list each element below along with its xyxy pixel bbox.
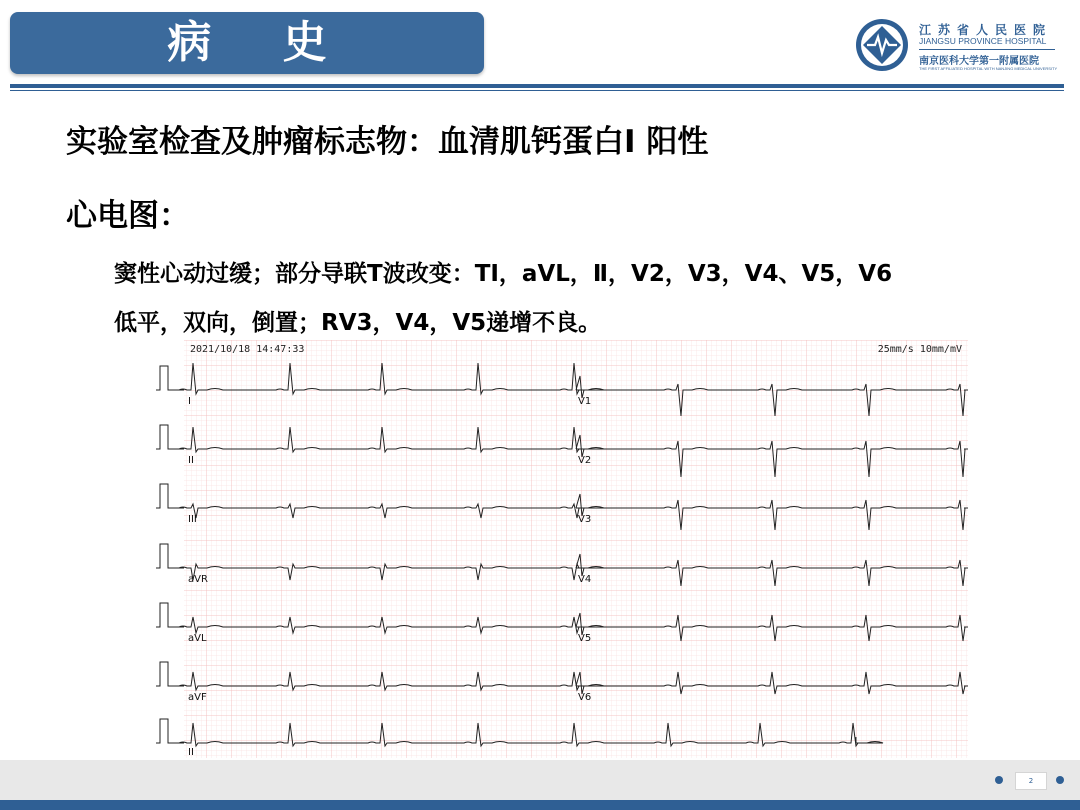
- header-divider-thin: [10, 90, 1064, 91]
- lead-label-V1: V1: [578, 396, 592, 407]
- lab-result-line: 实验室检查及肿瘤标志物：血清肌钙蛋白Ⅰ 阳性: [66, 124, 709, 160]
- footer-dot-left: [995, 776, 1003, 784]
- ecg-description-line2: 低平，双向，倒置；RV3，V4，V5递增不良。: [114, 310, 602, 336]
- hospital-logo: [855, 18, 1065, 74]
- logo-name-en: JIANGSU PROVINCE HOSPITAL: [919, 36, 1047, 46]
- ecg-timestamp: 2021/10/18 14:47:33: [190, 344, 305, 355]
- lead-label-V2: V2: [578, 455, 592, 466]
- footer-band: [0, 760, 1080, 800]
- logo-sub-en: THE FIRST AFFILIATED HOSPITAL WITH NANJING MEDICAL UNIVERSITY: [919, 66, 1058, 71]
- ecg-description-line1: 窦性心动过缓；部分导联T波改变：TI，aVL，Ⅱ，V2，V3，V4、V5，V6: [114, 261, 893, 287]
- lead-label-V5: V5: [578, 633, 592, 644]
- footer-bar: [0, 800, 1080, 810]
- lead-label-III: III: [188, 514, 197, 525]
- hospital-emblem-icon: [855, 18, 909, 72]
- logo-divider: [919, 49, 1055, 50]
- footer-dot-right: [1056, 776, 1064, 784]
- ecg-tracing: [156, 340, 968, 758]
- header-divider: [10, 84, 1064, 88]
- ecg-settings: 25mm/s 10mm/mV: [877, 344, 962, 355]
- lead-label-V3: V3: [578, 514, 592, 525]
- lead-label-aVL: aVL: [188, 633, 207, 644]
- lead-label-II: II: [188, 455, 194, 466]
- lead-label-rhythm: II: [188, 747, 194, 758]
- logo-name-cn: 江苏省人民医院: [919, 23, 1053, 37]
- lead-label-V6: V6: [578, 692, 592, 703]
- page-title: 病 史: [167, 17, 355, 68]
- lead-label-aVF: aVF: [188, 692, 207, 703]
- title-banner: [10, 12, 484, 74]
- ecg-heading: 心电图：: [66, 198, 190, 234]
- page-number: 2: [1015, 772, 1047, 790]
- ecg-grid: [184, 340, 968, 758]
- lead-label-V4: V4: [578, 574, 592, 585]
- logo-sub-cn: 南京医科大学第一附属医院: [919, 56, 1039, 67]
- lead-label-I: I: [188, 396, 191, 407]
- lead-label-aVR: aVR: [188, 574, 208, 585]
